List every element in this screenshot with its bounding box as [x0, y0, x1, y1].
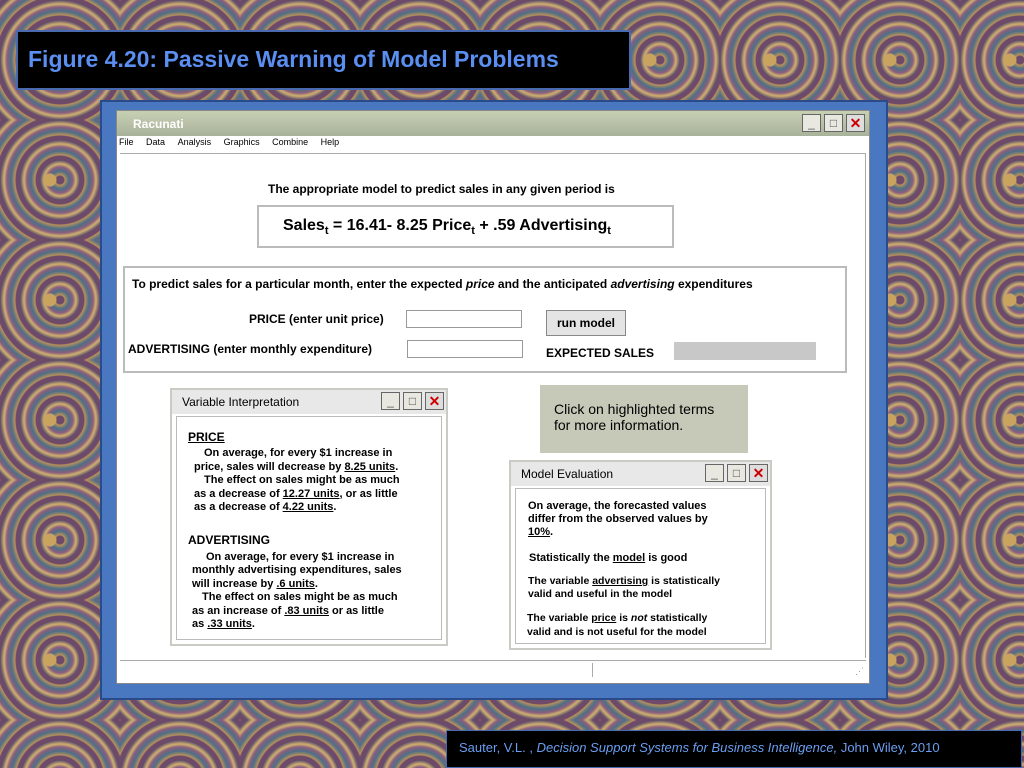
model-evaluation-body: [515, 488, 766, 644]
adv-line-5: as an increase of .83 units or as little: [192, 605, 384, 617]
slide-title: Figure 4.20: Passive Warning of Model Problems: [28, 46, 559, 72]
eval-line-3: 10%.: [528, 526, 554, 538]
advertising-input[interactable]: [407, 340, 523, 358]
adv-line-1: On average, for every $1 increase in: [206, 551, 395, 563]
close-icon[interactable]: ✕: [425, 392, 444, 410]
eval-line-8: valid and is not useful for the model: [527, 626, 707, 638]
variable-interpretation-window: [170, 388, 448, 646]
adv-line-4: The effect on sales might be as much: [202, 591, 398, 603]
maximize-icon[interactable]: □: [727, 464, 746, 482]
price-input[interactable]: [406, 310, 522, 328]
menu-data[interactable]: Data: [146, 137, 166, 147]
expected-sales-label: EXPECTED SALES: [546, 346, 655, 360]
variable-interpretation-titlebar[interactable]: [172, 390, 446, 414]
menu-help[interactable]: Help: [320, 137, 340, 147]
slide-title-box: [16, 30, 631, 90]
maximize-icon[interactable]: □: [824, 114, 843, 132]
eval-line-2: differ from the observed values by: [528, 513, 708, 525]
menu-combine[interactable]: Combine: [272, 137, 309, 147]
price-line-5: as a decrease of 4.22 units.: [194, 501, 337, 513]
adv-line-2: monthly advertising expenditures, sales: [192, 564, 402, 576]
price-line-1: On average, for every $1 increase in: [204, 447, 393, 459]
eval-line-4: Statistically the model is good: [529, 552, 688, 564]
hint-box: Click on highlighted terms for more information.: [540, 385, 748, 453]
minimize-icon[interactable]: _: [705, 464, 724, 482]
adv-line-6: as .33 units.: [192, 618, 255, 630]
menu-graphics[interactable]: Graphics: [223, 137, 260, 147]
model-evaluation-title: Model Evaluation: [521, 467, 614, 481]
window-titlebar[interactable]: [117, 111, 869, 136]
model-evaluation-window: [509, 460, 772, 650]
model-heading: The appropriate model to predict sales in any given period is: [268, 182, 615, 196]
model-equation-box: [257, 205, 674, 248]
minimize-icon[interactable]: _: [381, 392, 400, 410]
prediction-panel: [123, 266, 847, 373]
menu-analysis[interactable]: Analysis: [177, 137, 212, 147]
variable-interpretation-body: [176, 416, 442, 640]
variable-interpretation-title: Variable Interpretation: [182, 395, 300, 409]
status-bar: [120, 660, 866, 679]
resize-grip-icon[interactable]: ⋰: [855, 666, 864, 676]
prediction-intro: To predict sales for a particular month, enter the expected price and the anticipated advertising expenditures: [132, 277, 753, 291]
model-evaluation-titlebar[interactable]: [511, 462, 770, 486]
adv-line-3: will increase by .6 units.: [192, 578, 318, 590]
price-heading[interactable]: PRICE: [188, 430, 225, 444]
advertising-heading[interactable]: ADVERTISING: [188, 533, 271, 547]
eval-line-7: The variable price is not statistically: [527, 612, 708, 624]
maximize-icon[interactable]: □: [403, 392, 422, 410]
minimize-icon[interactable]: _: [802, 114, 821, 132]
close-icon[interactable]: ✕: [749, 464, 768, 482]
menu-bar: [117, 137, 869, 153]
advertising-label: ADVERTISING (enter monthly expenditure): [128, 342, 373, 356]
price-line-2: price, sales will decrease by 8.25 units.: [194, 461, 399, 473]
citation: Sauter, V.L. , Decision Support Systems for Business Intelligence, John Wiley, 2010: [446, 730, 1022, 768]
price-label: PRICE (enter unit price): [249, 312, 384, 326]
close-icon[interactable]: ✕: [846, 114, 865, 132]
expected-sales-output: [674, 342, 816, 360]
eval-line-6: valid and useful in the model: [528, 588, 673, 600]
model-equation: Sales$_t$ = 16.41- 8.25 Price$_t$ + .59 Advertising$_t$: [283, 217, 611, 238]
price-line-3: The effect on sales might be as much: [204, 474, 400, 486]
menu-file[interactable]: File: [119, 137, 134, 147]
run-model-button[interactable]: run model: [546, 310, 626, 336]
eval-line-1: On average, the forecasted values: [528, 500, 707, 512]
window-title: Racunati: [133, 117, 184, 131]
eval-line-5: The variable advertising is statistically: [528, 575, 721, 587]
price-line-4: as a decrease of 12.27 units, or as little: [194, 488, 398, 500]
